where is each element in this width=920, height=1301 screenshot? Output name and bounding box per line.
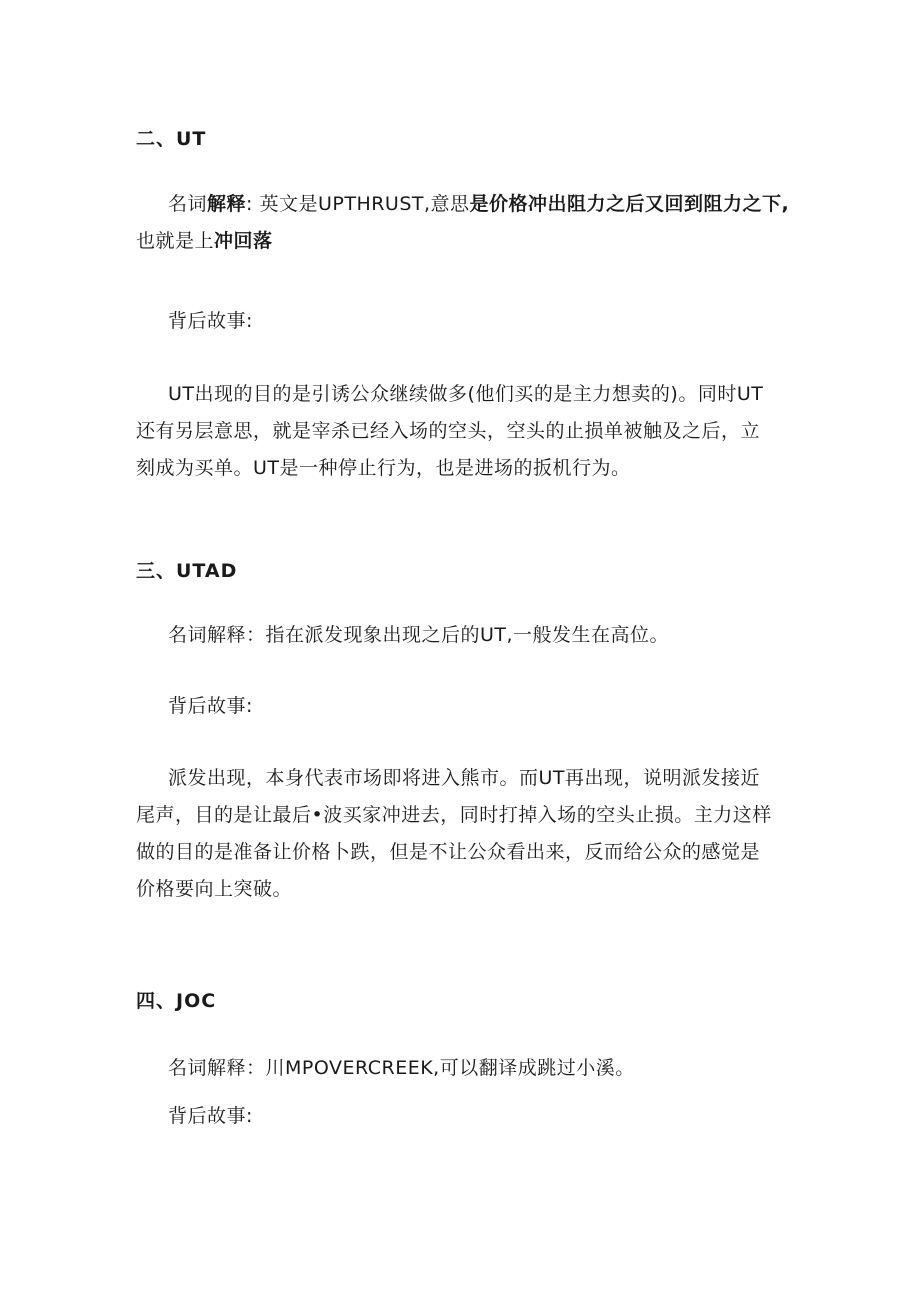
ut-definition-line-1 [136,186,790,223]
joc-definition [136,1050,786,1087]
utad-story-line-1: 派发出现，本身代表市场即将进入熊市。而UT再出现，说明派发接近 [168,767,761,789]
ut-story [136,376,786,487]
section-heading-joc: 四、JOC [136,990,217,1012]
ut-story-line-2: 还有另层意思，就是宰杀已经入场的空头，空头的止损单被触及之后，立 [136,420,761,442]
ut-definition [136,186,790,260]
joc-definition-text: 名词解释：川MPOVERCREEK,可以翻译成跳过小溪。 [168,1057,635,1079]
ut-story-label-text: 背后故事: [168,310,253,332]
ut-definition-term-bold: 解释 [207,193,247,215]
utad-story-label-text: 背后故事: [168,695,253,717]
joc-story-label-text: 背后故事: [168,1105,253,1127]
ut-story-label [136,303,786,340]
ut-definition-meaning: 是价格冲出阻力之后又回到阻力之下, [469,193,790,215]
ut-definition-tail-bold: 冲回落 [214,230,273,252]
joc-story-label [136,1098,786,1135]
ut-definition-line-2 [136,223,786,260]
ut-definition-english: : 英文是UPTHRUST,意思 [246,193,470,215]
utad-story-line-4: 价格要向上突破。 [136,878,293,900]
section-heading-ut: 二、UT [136,128,207,150]
ut-story-line-3: 刻成为买单。UT是一种停止行为，也是进场的扳机行为。 [136,457,631,479]
utad-story [136,760,786,908]
utad-definition-text: 名词解释：指在派发现象出现之后的UT,一般发生在高位。 [168,624,670,646]
ut-definition-term: 名词 [168,193,208,215]
ut-definition-tail: 也就是上 [136,230,215,252]
utad-definition [136,617,786,654]
utad-story-line-3: 做的目的是准备让价格卜跌，但是不让公众看出来，反而给公众的感觉是 [136,841,761,863]
section-heading-utad: 三、UTAD [136,560,238,582]
ut-story-line-1: UT出现的目的是引诱公众继续做多(他们买的是主力想卖的)。同时UT [168,383,764,405]
utad-story-label [136,688,786,725]
utad-story-line-2: 尾声，目的是让最后•波买家冲进去，同时打掉入场的空头止损。主力这样 [136,804,772,826]
